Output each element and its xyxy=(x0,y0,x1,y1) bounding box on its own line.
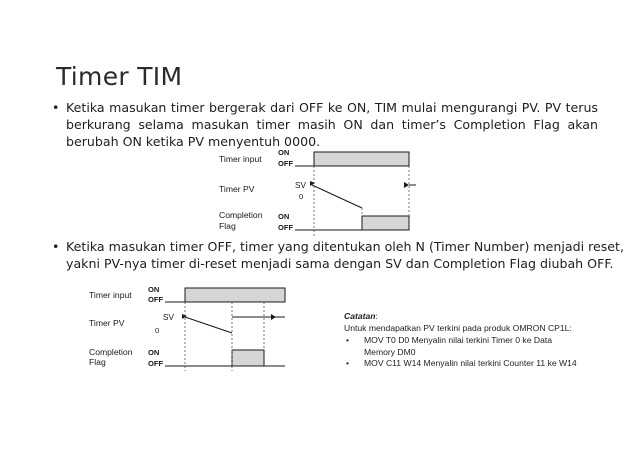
timing-diagram-reset xyxy=(86,283,294,373)
off-label: OFF xyxy=(278,159,294,168)
completion-label: Completion xyxy=(219,210,263,220)
note-list xyxy=(344,335,604,370)
note-item-text: MOV T0 D0 Menyalin nilai terkini Timer 0 ke Data xyxy=(364,335,553,345)
timing-diagram-start xyxy=(216,140,416,236)
on-label: ON xyxy=(148,285,160,294)
timer-pv-label: Timer PV xyxy=(219,184,255,194)
on-label: ON xyxy=(148,348,160,357)
note-title: Catatan xyxy=(344,311,376,321)
note-item-text: Memory DM0 xyxy=(364,346,416,357)
note-list-item xyxy=(344,335,604,358)
timer-input-row xyxy=(89,285,285,304)
note-heading xyxy=(344,311,604,323)
bullet-point: • xyxy=(346,358,350,368)
timer-pv-row xyxy=(219,181,416,208)
timer-pv-label: Timer PV xyxy=(89,318,125,328)
note-colon: : xyxy=(375,311,378,321)
zero-label: 0 xyxy=(155,326,160,335)
note-list-item xyxy=(344,358,604,370)
off-label: OFF xyxy=(278,223,294,232)
bullet-point: • xyxy=(346,335,350,345)
timer-input-label: Timer input xyxy=(89,290,132,300)
pv-reset-arrow xyxy=(404,182,409,188)
pv-start-arrow xyxy=(182,314,187,319)
bullet-text xyxy=(66,238,624,272)
completion-label: Completion xyxy=(89,347,133,357)
flag-on-pulse xyxy=(232,350,264,366)
completion-flag-row xyxy=(89,347,285,368)
off-label: OFF xyxy=(148,295,164,304)
note-item-text: MOV C11 W14 Menyalin nilai terkini Counter 11 ke W14 xyxy=(364,358,577,368)
pv-decrease-line xyxy=(185,317,232,333)
bullet-point: • xyxy=(52,239,60,254)
on-label: ON xyxy=(278,148,290,157)
pv-reset-arrow xyxy=(271,314,276,320)
sv-label: SV xyxy=(163,313,174,322)
timer-pv-row xyxy=(89,313,285,335)
sv-label: SV xyxy=(295,181,306,190)
flag-label: Flag xyxy=(89,357,106,367)
bullet-text-line: yakni PV-nya timer di-reset menjadi sama dengan SV dan Completion Flag diubah OFF. xyxy=(66,256,614,271)
bullet-text-line: Ketika masukan timer OFF, timer yang ditentukan oleh N (Timer Number) menjadi reset, xyxy=(66,239,624,254)
completion-flag-row xyxy=(219,210,409,232)
timer-input-label: Timer input xyxy=(219,154,262,164)
note-intro: Untuk mendapatkan PV terkini pada produk OMRON CP1L: xyxy=(344,322,572,333)
flag-label: Flag xyxy=(219,221,236,231)
on-label: ON xyxy=(278,212,290,221)
input-on-pulse xyxy=(314,152,409,166)
timer-input-row xyxy=(219,148,409,168)
pv-decrease-line xyxy=(312,185,362,208)
note-box xyxy=(344,311,604,370)
off-label: OFF xyxy=(148,359,164,368)
page-title: Timer TIM xyxy=(56,62,183,91)
input-on-pulse xyxy=(185,288,285,302)
flag-on-pulse xyxy=(362,216,409,230)
zero-label: 0 xyxy=(299,192,304,201)
bullet-point: • xyxy=(52,100,60,115)
bullet-text: Ketika masukan timer bergerak dari OFF ke ON, TIM mulai mengurangi PV. PV terus berkurang selama masukan timer masih ON dan timer’s Completion Flag akan berubah ON ketika PV menyentuh 0000. xyxy=(66,100,598,149)
